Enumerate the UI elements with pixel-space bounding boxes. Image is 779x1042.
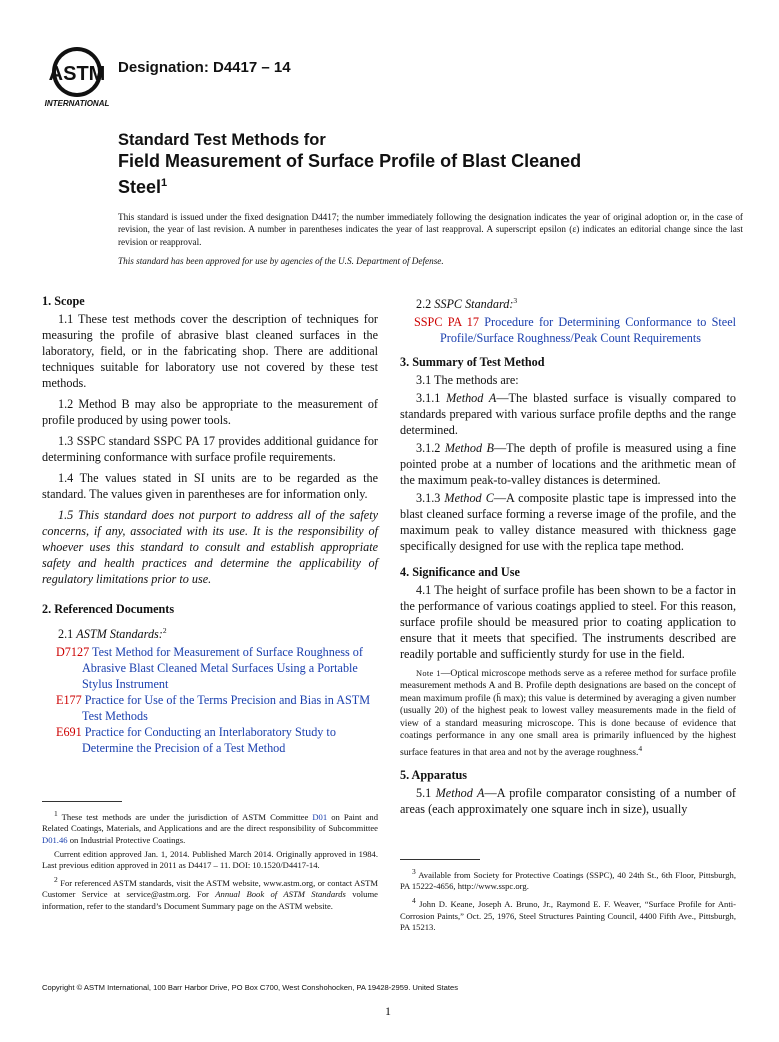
footnotes-left [42, 808, 378, 914]
sspc-reference-list [400, 314, 736, 346]
title-line-3: Steel$^1$ [118, 177, 168, 197]
section-2-heading: 2. Referenced Documents [42, 602, 175, 616]
note-1-label: Note 1 [416, 669, 441, 679]
para-2-2: 2.2 SSPC Standard:$^3$ [416, 296, 518, 312]
para-5-1: 5.1 Method A—A profile comparator consisting of a number of areas (each approximately one square inch in size), usually [400, 786, 736, 817]
para-1-1: 1.1 These test methods cover the description of techniques for measuring the profile of abrasive blast cleaned surfaces in the laboratory, field, or in the fabricating shop. There are additional techniques suitable for laboratory use not covered by these test methods. [42, 312, 378, 390]
para-2-1: 2.1 ASTM Standards:$^2$ [58, 626, 167, 642]
note-1: Note 1—Optical microscope methods serve as a referee method for surface profile measurement methods A and B. Profile depth designations are based on the concept of mean maximum profile (h̄ max); this value is determined by averaging a given number (usually 20) of the highest peak to lowest valley measurements made in the field of view of a standard measuring microscope. This is done because of evidence that coatings performance in any one small area is primarily influenced by the highest surface features in that area and not by the average roughness.$^4$ [400, 668, 736, 758]
copyright-notice: Copyright © ASTM International, 100 Barr Harbor Drive, PO Box C700, West Conshohocken, PA 19428-2959. United States [42, 983, 459, 992]
designation-year: – 14 [257, 59, 291, 76]
para-1-2: 1.2 Method B may also be appropriate to the measurement of profile produced by using power tools. [42, 397, 378, 427]
para-4-1: 4.1 The height of surface profile has been shown to be a factor in the performance of various coatings applied to steel. For this reason, surface profile should be measured prior to coating application to ensure that it meets that specified. The instruments described are readily portable and sufficiently sturdy for use in the field. [400, 583, 736, 662]
para-1-4: 1.4 The values stated in SI units are to be regarded as the standard. The values given in parentheses are for information only. [42, 471, 378, 501]
astm-logo-icon [42, 44, 112, 108]
para-3-1-2: 3.1.2 Method B—The depth of profile is measured using a fine pointed probe at a number of locations and the arithmetic mean of the maximum peak-to-valley distances is determined. [400, 441, 736, 488]
footnote-3: $^3$ Available from Society for Protective Coatings (SSPC), 40 24th St., 6th Floor, Pittsburgh, PA 15222-4656, http://www.sspc.org. [400, 867, 736, 892]
footnote-4: $^4$ John D. Keane, Joseph A. Bruno, Jr., Raymond E. F. Weaver, “Surface Profile for Anti-Corrosion Paints,” Oct. 25, 1976, Steel Structures Painting Council, 4400 Fifth Ave., Pittsburgh, PA 15213. [400, 896, 736, 933]
reference-item[interactable]: E691 Practice for Conducting an Interlaboratory Study to Determine the Precision of a Test Method [56, 725, 336, 756]
logo-text: ASTM [48, 63, 106, 85]
section-5-heading: 5. Apparatus [400, 768, 468, 783]
right-column [400, 293, 736, 822]
footnote-1: $^1$ These test methods are under the jurisdiction of ASTM Committee D01 on Paint and Related Coatings, Materials, and Applications and are the direct responsibility of Subcommittee D01.46 on Industrial Protective Coatings. [42, 809, 378, 846]
designation [118, 59, 291, 76]
para-3-1: 3.1 The methods are: [416, 373, 519, 388]
intro-notice: This standard is issued under the fixed designation D4417; the number immediately following the designation indicates the year of original adoption or, in the case of revision, the year of last revision. A number in parentheses indicates the year of last reapproval. A superscript epsilon (ε) indicates an editorial change since the last revision or reapproval. [118, 212, 743, 247]
footnote-rule-left [42, 801, 122, 802]
footnotes-right [400, 866, 736, 936]
footnote-rule-right [400, 859, 480, 860]
logo-subtext: INTERNATIONAL [44, 99, 110, 108]
dod-approval: This standard has been approved for use by agencies of the U.S. Department of Defense. [118, 256, 444, 266]
footnote-1-edition: Current edition approved Jan. 1, 2014. Published March 2014. Originally approved in 1984. Last previous edition approved in 2011 as D4417 – 11. DOI: 10.1520/D4417-14. [42, 848, 378, 871]
para-1-3: 1.3 SSPC standard SSPC PA 17 provides additional guidance for determining conformance with surface profile requirements. [42, 434, 378, 464]
title-line-2: Field Measurement of Surface Profile of Blast Cleaned [118, 151, 582, 171]
para-3-1-1: 3.1.1 Method A—The blasted surface is visually compared to standards prepared with various surface profile depths and the range determined. [400, 391, 736, 438]
section-1-heading: 1. Scope [42, 294, 85, 308]
designation-label: Designation: D4417 [118, 59, 258, 76]
title-footnote-mark: 1 [161, 177, 168, 189]
para-3-1-3: 3.1.3 Method C—A composite plastic tape is impressed into the blast cleaned surface forming a reverse image of the profile, and the maximum peak to valley distance measured with thickness gage specifically designed for use with the replica tape method. [400, 491, 737, 554]
astm-logo [42, 44, 112, 108]
reference-item[interactable]: D7127 Test Method for Measurement of Surface Roughness of Abrasive Blast Cleaned Metal Surfaces Using a Portable Stylus Instrument [56, 645, 363, 692]
para-1-5: 1.5 This standard does not purport to address all of the safety concerns, if any, associated with its use. It is the responsibility of whoever uses this standard to consult and establish appropriate safety and health practices and determine the applicability of regulatory limitations prior to use. [42, 508, 378, 586]
reference-item[interactable]: E177 Practice for Use of the Terms Precision and Bias in ASTM Test Methods [56, 693, 371, 724]
document-title [118, 130, 678, 198]
section-4-heading: 4. Significance and Use [400, 565, 520, 580]
astm-reference-list [42, 644, 378, 756]
page-number: 1 [385, 1004, 391, 1018]
reference-item[interactable]: SSPC PA 17 Procedure for Determining Conformance to Steel Profile/Surface Roughness/Peak Count Requirements [414, 315, 737, 346]
section-3-heading: 3. Summary of Test Method [400, 355, 545, 370]
title-line-1: Standard Test Methods for [118, 131, 326, 149]
footnote-2: $^2$ For referenced ASTM standards, visit the ASTM website, www.astm.org, or contact ASTM Customer Service at service@astm.org. For Annual Book of ASTM Standards volume information, refer to the standard’s Document Summary page on the ASTM website. [42, 874, 378, 911]
left-column [42, 293, 378, 756]
